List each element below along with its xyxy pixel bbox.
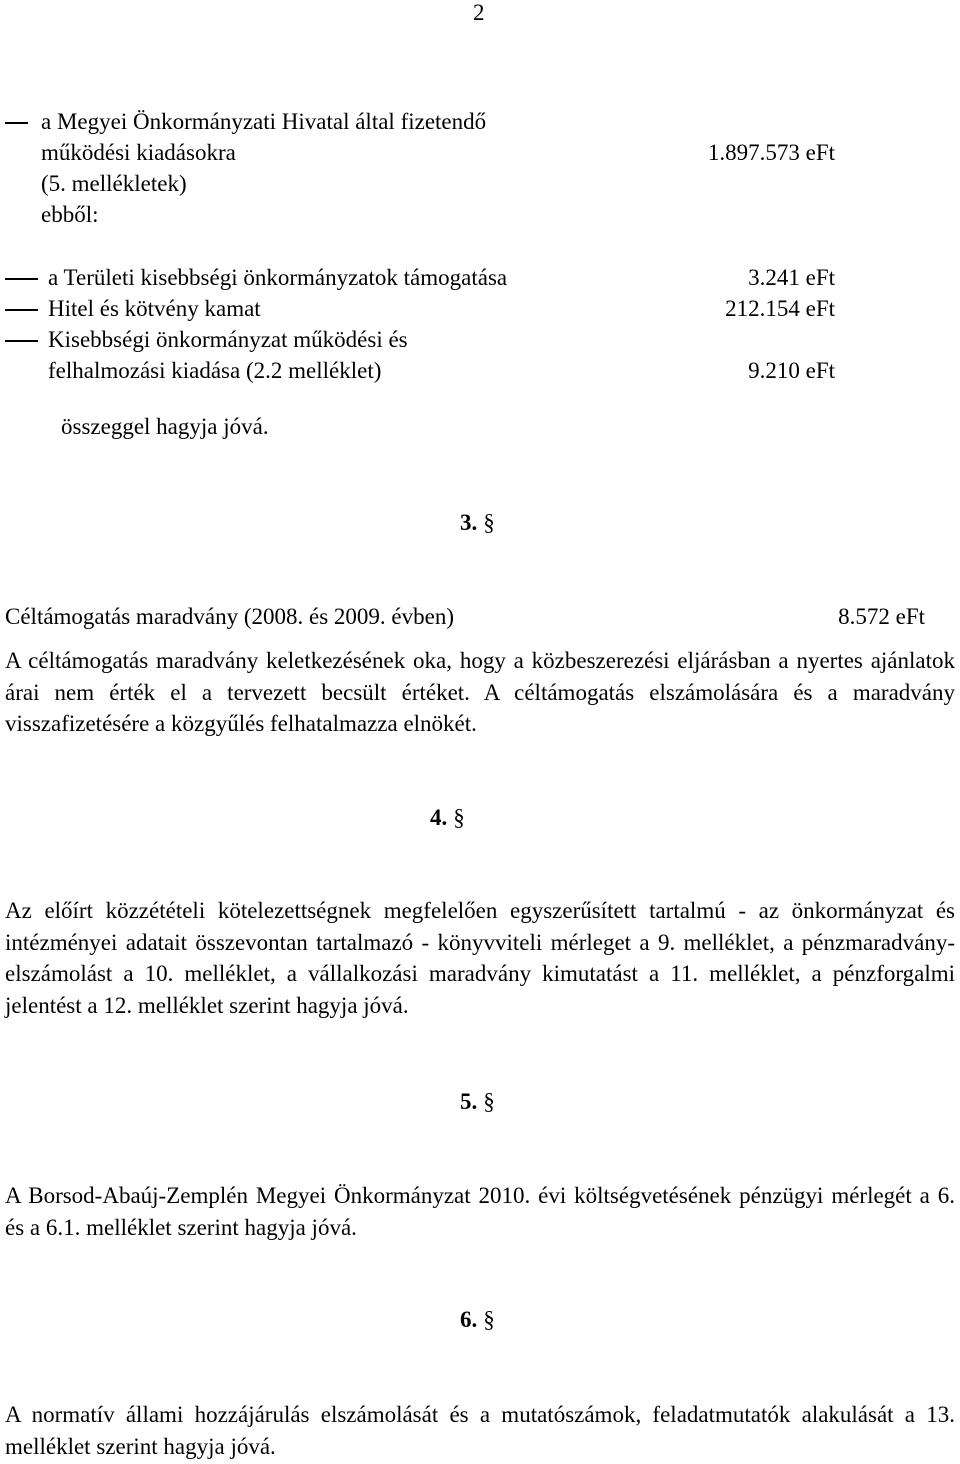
list-dash [5,122,28,124]
section-paragraph: A céltámogatás maradvány keletkezésének oka, hogy a közbeszerezési eljárásban a nyertes ajánlatok árai nem érték el a tervezett becsült értéket. A céltámogatás elszámolására és a maradvány visszafizetésére a közgyűlés felhatalmazza elnökét. [5,648,955,736]
list-dash [5,309,38,311]
section-amount: 8.572 eFt [838,604,925,629]
section-number: 5. [460,1089,478,1114]
page-number: 2 [473,0,485,25]
section-heading [430,803,465,833]
main-item-line-1: a Megyei Önkormányzati Hivatal által fizetendő [41,109,487,134]
sub-item-amount: 212.154 eFt [725,296,835,321]
paragraph-sign-icon: § [453,805,465,830]
section-heading [460,1305,495,1335]
sub-item-amount: 3.241 eFt [748,265,835,290]
paragraph-sign-icon: § [483,1307,495,1332]
paragraph-sign-icon: § [483,1089,495,1114]
section-paragraph: A normatív állami hozzájárulás elszámolását és a mutatószámok, feladatmutatók alakulását a 13. melléklet szerint hagyja jóvá. [5,1402,955,1459]
sub-item-label: felhalmozási kiadása (2.2 melléklet) [48,358,382,383]
list-dash [5,278,38,280]
section-heading [460,508,495,538]
section-paragraph: A Borsod-Abaúj-Zemplén Megyei Önkormányzat 2010. évi költségvetésének pénzügyi mérlegét a 6. és a 6.1. melléklet szerint hagyja jóvá. [5,1183,955,1240]
section-number: 4. [430,805,448,830]
list-dash [5,340,38,342]
paragraph-sign-icon: § [483,510,495,535]
main-item-amount: 1.897.573 eFt [707,140,835,165]
closing-text: összeggel hagyja jóvá. [61,414,269,439]
section-heading [460,1087,495,1117]
main-item-line-4: ebből: [41,202,99,227]
section-label: Céltámogatás maradvány (2008. és 2009. évben) [5,604,455,629]
sub-item-label: Kisebbségi önkormányzat működési és [48,327,408,352]
sub-item-label: a Területi kisebbségi önkormányzatok támogatása [48,265,508,290]
sub-item-label: Hitel és kötvény kamat [48,296,261,321]
main-item-line-2: működési kiadásokra [41,140,236,165]
section-paragraph: Az előírt közzétételi kötelezettségnek megfelelően egyszerűsített tartalmú - az önkormányzat és intézményei adatait összevontan tartalmazó - könyvviteli mérleget a 9. melléklet, a pénzmaradvány-elszámolást a 10. melléklet, a vállalkozási maradvány kimutatást a 11. melléklet, a pénzforgalmi jelentést a 12. melléklet szerint hagyja jóvá. [5,898,955,1018]
section-number: 3. [460,510,478,535]
sub-item-amount: 9.210 eFt [748,358,835,383]
section-number: 6. [460,1307,478,1332]
main-item-line-3: (5. mellékletek) [41,171,187,196]
